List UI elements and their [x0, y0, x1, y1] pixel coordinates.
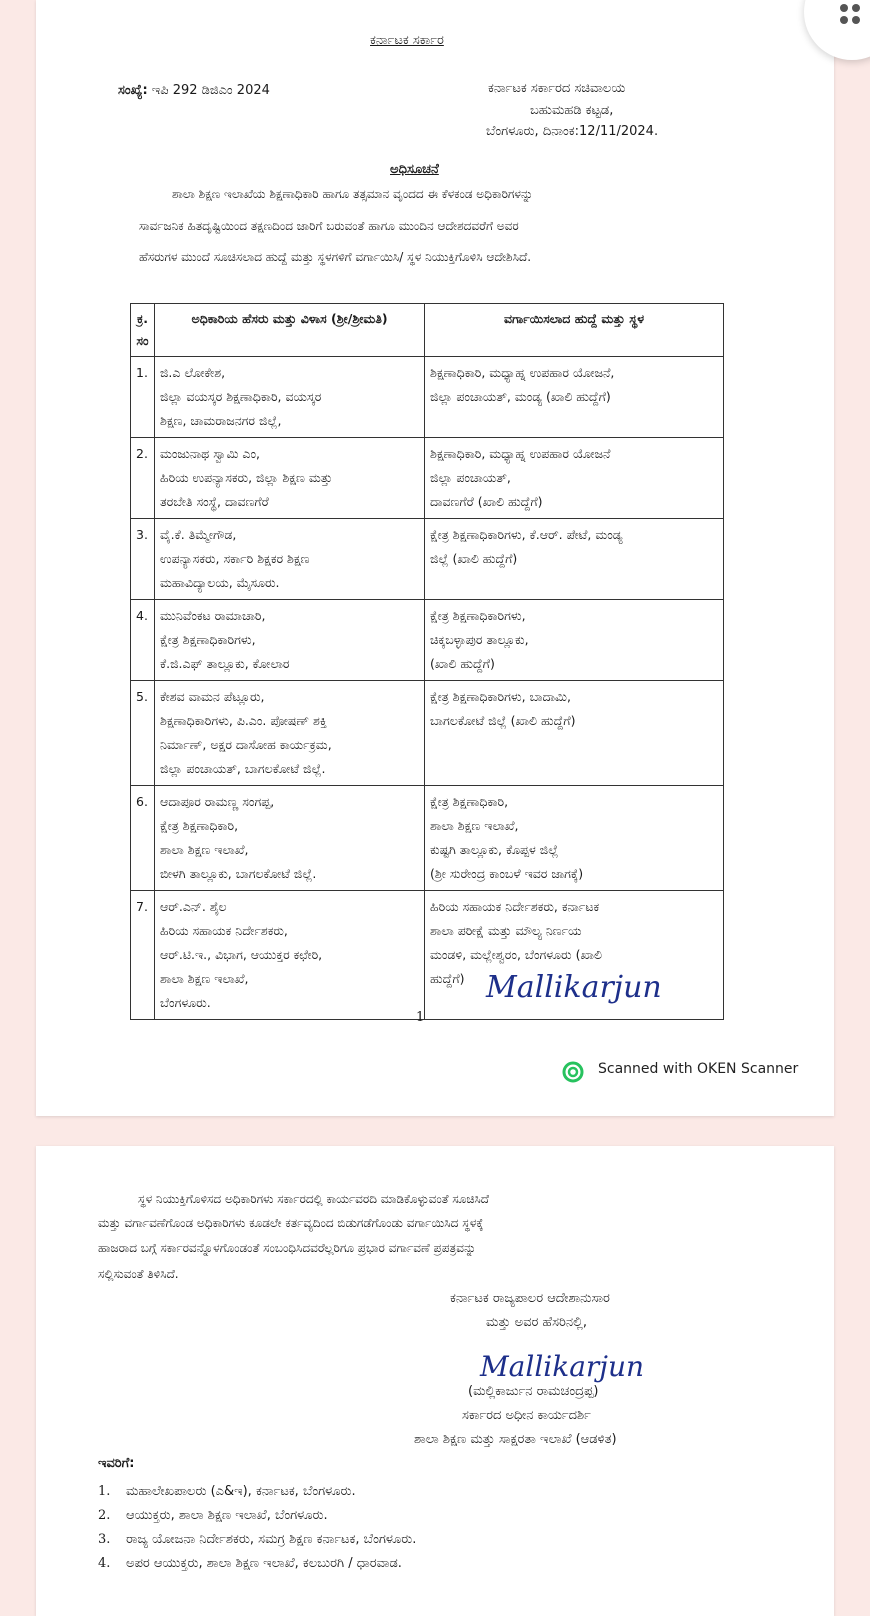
address-line-3-date: ಬೆಂಗಳೂರು, ದಿನಾಂಕ:12/11/2024.: [486, 124, 659, 139]
posting-detail-line: ಕುಷ್ಟಗಿ ತಾಲ್ಲೂಕು, ಕೊಪ್ಪಳ ಜಿಲ್ಲೆ: [430, 842, 559, 857]
row-officer-details: [155, 681, 425, 786]
table-row: [131, 600, 724, 681]
officer-detail-line: ಆರ್.ಎನ್. ಶೈಲ: [160, 899, 227, 914]
governor-order-line-1: ಕರ್ನಾಟಕ ರಾಜ್ಯಪಾಲರ ಆದೇಶಾನುಸಾರ: [450, 1291, 610, 1306]
table-row: [131, 786, 724, 891]
reference-value: ಇಪಿ 292 ಡಿಜಿಎಂ 2024: [151, 83, 270, 98]
posting-detail-line: ಶಾಲಾ ಪರೀಕ್ಷೆ ಮತ್ತು ಮೌಲ್ಯ ನಿರ್ಣಯ: [430, 923, 582, 938]
header-serial: ಕ್ರ. ಸಂ: [131, 304, 155, 357]
page-number: 1: [416, 1010, 425, 1025]
posting-detail-line: ಶಿಕ್ಷಣಾಧಿಕಾರಿ, ಮಧ್ಯಾಹ್ನ ಉಪಹಾರ ಯೋಜನೆ,: [430, 365, 615, 380]
posting-detail-line: ಹುದ್ದೆಗೆ): [430, 971, 465, 986]
row-officer-details: [155, 600, 425, 681]
row-serial: 4.: [131, 600, 155, 681]
document-page-2: [36, 1146, 834, 1616]
signature-page-1: Mallikarjun: [486, 970, 662, 1005]
paragraph-line-2: ಮತ್ತು ವರ್ಗಾವಣೆಗೊಂಡ ಅಧಿಕಾರಿಗಳು ಕೂಡಲೇ ಕರ್ತವ್ಯದಿಂದ ಬಿಡುಗಡೆಗೊಂಡು ವರ್ಗಾಯಿಸಿದ ಸ್ಥಳಕ್ಕೆ: [98, 1216, 484, 1230]
signatory-name: (ಮಲ್ಲಿಕಾರ್ಜುನ ರಾಮಚಂದ್ರಪ್ಪ): [468, 1384, 599, 1399]
recipient-item: ಆಯುಕ್ತರು, ಶಾಲಾ ಶಿಕ್ಷಣ ಇಲಾಖೆ, ಬೆಂಗಳೂರು.: [126, 1508, 328, 1523]
posting-detail-line: ಚಿಕ್ಕಬಳ್ಳಾಪುರ ತಾಲ್ಲೂಕು,: [430, 632, 529, 647]
address-line-1: ಕರ್ನಾಟಕ ಸರ್ಕಾರದ ಸಚಿವಾಲಯ: [488, 81, 626, 96]
row-posting-details: [425, 786, 724, 891]
recipient-item: ಮಹಾಲೇಖಪಾಲರು (ಎ&ಇ), ಕರ್ನಾಟಕ, ಬೆಂಗಳೂರು.: [126, 1484, 356, 1499]
row-posting-details: [425, 357, 724, 438]
posting-detail-line: ಕ್ಷೇತ್ರ ಶಿಕ್ಷಣಾಧಿಕಾರಿ,: [430, 794, 509, 809]
row-posting-details: [425, 519, 724, 600]
more-dots-icon[interactable]: [840, 4, 864, 28]
officer-detail-line: ಮಂಜುನಾಥ ಸ್ವಾಮಿ ಎಂ,: [160, 446, 260, 461]
posting-detail-line: ದಾವಣಗೆರೆ (ಖಾಲಿ ಹುದ್ದೆಗೆ): [430, 494, 543, 509]
address-line-2: ಬಹುಮಹಡಿ ಕಟ್ಟಡ,: [530, 103, 614, 118]
posting-detail-line: ಶಾಲಾ ಶಿಕ್ಷಣ ಇಲಾಖೆ,: [430, 818, 519, 833]
officer-detail-line: ಜಿ.ಎ ಲೋಕೇಶ,: [160, 365, 226, 380]
table-row: [131, 357, 724, 438]
row-officer-details: [155, 891, 425, 1020]
row-posting-details: [425, 681, 724, 786]
officer-detail-line: ವೈ.ಕೆ. ತಿಮ್ಮೇಗೌಡ,: [160, 527, 237, 542]
posting-detail-line: ಜಿಲ್ಲೆ (ಖಾಲಿ ಹುದ್ದೆಗೆ): [430, 551, 518, 566]
scanner-watermark-text: Scanned with OKEN Scanner: [598, 1061, 799, 1077]
row-officer-details: [155, 786, 425, 891]
paragraph-line-3: ಹಾಜರಾದ ಬಗ್ಗೆ ಸರ್ಕಾರವನ್ನೊಳಗೊಂಡಂತೆ ಸಂಬಂಧಿಸಿದವರೆಲ್ಲರಿಗೂ ಪ್ರಭಾರ ವರ್ಗಾವಣೆ ಪ್ರಪತ್ರವನ್ನು: [98, 1241, 477, 1255]
officer-detail-line: ನಿರ್ಮಾಣ್, ಅಕ್ಷರ ದಾಸೋಹ ಕಾರ್ಯಕ್ರಮ,: [160, 737, 332, 752]
officer-detail-line: ಜಿಲ್ಲಾ ಪಂಚಾಯತ್, ಬಾಗಲಕೋಟೆ ಜಿಲ್ಲೆ.: [160, 761, 326, 776]
officer-detail-line: ಆರ್.ಟಿ.ಇ., ವಿಭಾಗ, ಆಯುಕ್ತರ ಕಛೇರಿ,: [160, 947, 323, 962]
row-officer-details: [155, 438, 425, 519]
oken-scanner-logo-icon: [562, 1061, 584, 1083]
officer-detail-line: ಶಾಲಾ ಶಿಕ್ಷಣ ಇಲಾಖೆ,: [160, 971, 249, 986]
intro-line-3: ಹೆಸರುಗಳ ಮುಂದೆ ಸೂಚಿಸಲಾದ ಹುದ್ದೆ ಮತ್ತು ಸ್ಥಳಗಳಿಗೆ ವರ್ಗಾಯಿಸಿ/ ಸ್ಥಳ ನಿಯುಕ್ತಿಗೊಳಿಸಿ ಆದೇಶಿಸಿದೆ.: [139, 250, 532, 264]
signatory-title: ಸರ್ಕಾರದ ಅಧೀನ ಕಾರ್ಯದರ್ಶಿ: [462, 1408, 591, 1423]
posting-detail-line: ಜಿಲ್ಲಾ ಪಂಚಾಯತ್,: [430, 470, 511, 485]
officer-detail-line: ಶಾಲಾ ಶಿಕ್ಷಣ ಇಲಾಖೆ,: [160, 842, 249, 857]
posting-detail-line: ಬಾಗಲಕೋಟೆ ಜಿಲ್ಲೆ (ಖಾಲಿ ಹುದ್ದೆಗೆ): [430, 713, 576, 728]
recipient-number: 1.: [98, 1484, 111, 1499]
recipient-item: ಅಪರ ಆಯುಕ್ತರು, ಶಾಲಾ ಶಿಕ್ಷಣ ಇಲಾಖೆ, ಕಲಬುರಗಿ / ಧಾರವಾಡ.: [126, 1556, 402, 1571]
posting-detail-line: ಕ್ಷೇತ್ರ ಶಿಕ್ಷಣಾಧಿಕಾರಿಗಳು, ಬಾದಾಮಿ,: [430, 689, 571, 704]
officer-detail-line: ತರಬೇತಿ ಸಂಸ್ಥೆ, ದಾವಣಗೆರೆ: [160, 494, 269, 509]
recipient-number: 4.: [98, 1556, 111, 1571]
officer-detail-line: ಶಿಕ್ಷಣ, ಚಾಮರಾಜನಗರ ಜಿಲ್ಲೆ,: [160, 413, 282, 428]
reference-number: [118, 83, 270, 98]
officer-detail-line: ಮಹಾವಿದ್ಯಾಲಯ, ಮೈಸೂರು.: [160, 575, 280, 590]
row-serial: 3.: [131, 519, 155, 600]
header-officer-name: ಅಧಿಕಾರಿಯ ಹೆಸರು ಮತ್ತು ವಿಳಾಸ (ಶ್ರೀ/ಶ್ರೀಮತಿ): [155, 304, 425, 357]
officer-detail-line: ಹಿರಿಯ ಉಪನ್ಯಾಸಕರು, ಜಿಲ್ಲಾ ಶಿಕ್ಷಣ ಮತ್ತು: [160, 470, 333, 485]
header-title: ಕರ್ನಾಟಕ ಸರ್ಕಾರ: [370, 33, 444, 48]
recipient-number: 2.: [98, 1508, 111, 1523]
officer-detail-line: ಕ್ಷೇತ್ರ ಶಿಕ್ಷಣಾಧಿಕಾರಿ,: [160, 818, 239, 833]
signatory-department: ಶಾಲಾ ಶಿಕ್ಷಣ ಮತ್ತು ಸಾಕ್ಷರತಾ ಇಲಾಖೆ (ಆಡಳಿತ): [414, 1432, 617, 1447]
table-row: [131, 519, 724, 600]
table-header-row: [131, 304, 724, 357]
notification-title: ಅಧಿಸೂಚನೆ: [390, 162, 439, 177]
header-posting: ವರ್ಗಾಯಿಸಲಾದ ಹುದ್ದೆ ಮತ್ತು ಸ್ಥಳ: [425, 304, 724, 357]
posting-detail-line: (ಶ್ರೀ ಸುರೇಂದ್ರ ಕಾಂಬಳೆ ಇವರ ಜಾಗಕ್ಕೆ): [430, 866, 584, 881]
officer-detail-line: ಉಪನ್ಯಾಸಕರು, ಸರ್ಕಾರಿ ಶಿಕ್ಷಕರ ಶಿಕ್ಷಣ: [160, 551, 310, 566]
table-row: [131, 438, 724, 519]
posting-detail-line: ಮಂಡಳಿ, ಮಲ್ಲೇಶ್ವರಂ, ಬೆಂಗಳೂರು (ಖಾಲಿ: [430, 947, 602, 962]
row-serial: 6.: [131, 786, 155, 891]
posting-detail-line: ಕ್ಷೇತ್ರ ಶಿಕ್ಷಣಾಧಿಕಾರಿಗಳು,: [430, 608, 526, 623]
officer-detail-line: ಬೆಂಗಳೂರು.: [160, 995, 211, 1010]
document-page-1: [36, 0, 834, 1116]
officer-detail-line: ಮುನಿವೆಂಕಟ ರಾಮಾಚಾರಿ,: [160, 608, 266, 623]
governor-order-line-2: ಮತ್ತು ಅವರ ಹೆಸರಿನಲ್ಲಿ,: [486, 1315, 588, 1330]
row-officer-details: [155, 357, 425, 438]
row-posting-details: [425, 600, 724, 681]
intro-line-2: ಸಾರ್ವಜನಿಕ ಹಿತದೃಷ್ಟಿಯಿಂದ ತಕ್ಷಣದಿಂದ ಜಾರಿಗೆ ಬರುವಂತೆ ಹಾಗೂ ಮುಂದಿನ ಆದೇಶದವರೆಗೆ ಅವರ: [139, 219, 519, 233]
posting-detail-line: ಹಿರಿಯ ಸಹಾಯಕ ನಿರ್ದೇಶಕರು, ಕರ್ನಾಟಕ: [430, 899, 600, 914]
posting-detail-line: (ಖಾಲಿ ಹುದ್ದೆಗೆ): [430, 656, 495, 671]
intro-line-1: ಶಾಲಾ ಶಿಕ್ಷಣ ಇಲಾಖೆಯ ಶಿಕ್ಷಣಾಧಿಕಾರಿ ಹಾಗೂ ತತ್ಸಮಾನ ವೃಂದದ ಈ ಕೆಳಕಂಡ ಅಧಿಕಾರಿಗಳನ್ನು: [172, 187, 534, 201]
officer-detail-line: ಕೆ.ಜಿ.ಎಫ್ ತಾಲ್ಲೂಕು, ಕೋಲಾರ: [160, 656, 290, 671]
reference-label: ಸಂಖ್ಯೆ:: [118, 83, 148, 98]
row-serial: 1.: [131, 357, 155, 438]
row-serial: 5.: [131, 681, 155, 786]
recipient-item: ರಾಜ್ಯ ಯೋಜನಾ ನಿರ್ದೇಶಕರು, ಸಮಗ್ರ ಶಿಕ್ಷಣ ಕರ್ನಾಟಕ, ಬೆಂಗಳೂರು.: [126, 1532, 417, 1547]
officer-detail-line: ಆದಾಪೂರ ರಾಮಣ್ಣ ಸಂಗಪ್ಪ,: [160, 794, 275, 809]
row-officer-details: [155, 519, 425, 600]
posting-detail-line: ಶಿಕ್ಷಣಾಧಿಕಾರಿ, ಮಧ್ಯಾಹ್ನ ಉಪಹಾರ ಯೋಜನೆ: [430, 446, 611, 461]
recipient-number: 3.: [98, 1532, 111, 1547]
officer-detail-line: ಶಿಕ್ಷಣಾಧಿಕಾರಿಗಳು, ಪಿ.ಎಂ. ಪೋಷಣ್ ಶಕ್ತಿ: [160, 713, 327, 728]
officer-detail-line: ಹಿರಿಯ ಸಹಾಯಕ ನಿರ್ದೇಶಕರು,: [160, 923, 288, 938]
officer-detail-line: ಕೇಶವ ವಾಮನ ಪೆಟ್ಲೂರು,: [160, 689, 265, 704]
recipients-label: ಇವರಿಗೆ:: [98, 1456, 135, 1471]
row-posting-details: [425, 438, 724, 519]
posting-detail-line: ಕ್ಷೇತ್ರ ಶಿಕ್ಷಣಾಧಿಕಾರಿಗಳು, ಕೆ.ಆರ್. ಪೇಟೆ, ಮಂಡ್ಯ: [430, 527, 623, 542]
officer-detail-line: ಬೀಳಗಿ ತಾಲ್ಲೂಕು, ಬಾಗಲಕೋಟೆ ಜಿಲ್ಲೆ.: [160, 866, 317, 881]
posting-detail-line: ಜಿಲ್ಲಾ ಪಂಚಾಯತ್, ಮಂಡ್ಯ (ಖಾಲಿ ಹುದ್ದೆಗೆ): [430, 389, 611, 404]
paragraph-line-4: ಸಲ್ಲಿಸುವಂತೆ ತಿಳಿಸಿದೆ.: [98, 1267, 179, 1281]
row-serial: 7.: [131, 891, 155, 1020]
officer-detail-line: ಕ್ಷೇತ್ರ ಶಿಕ್ಷಣಾಧಿಕಾರಿಗಳು,: [160, 632, 256, 647]
officer-detail-line: ಜಿಲ್ಲಾ ವಯಸ್ಕರ ಶಿಕ್ಷಣಾಧಿಕಾರಿ, ವಯಸ್ಕರ: [160, 389, 322, 404]
row-serial: 2.: [131, 438, 155, 519]
signature-page-2: Mallikarjun: [480, 1350, 645, 1383]
table-row: [131, 681, 724, 786]
transfer-order-table: [130, 303, 724, 1020]
paragraph-line-1: ಸ್ಥಳ ನಿಯುಕ್ತಿಗೊಳಿಸದ ಅಧಿಕಾರಿಗಳು ಸರ್ಕಾರದಲ್ಲಿ ಕಾರ್ಯವರದಿ ಮಾಡಿಕೊಳ್ಳುವಂತೆ ಸೂಚಿಸಿದೆ: [138, 1192, 490, 1206]
